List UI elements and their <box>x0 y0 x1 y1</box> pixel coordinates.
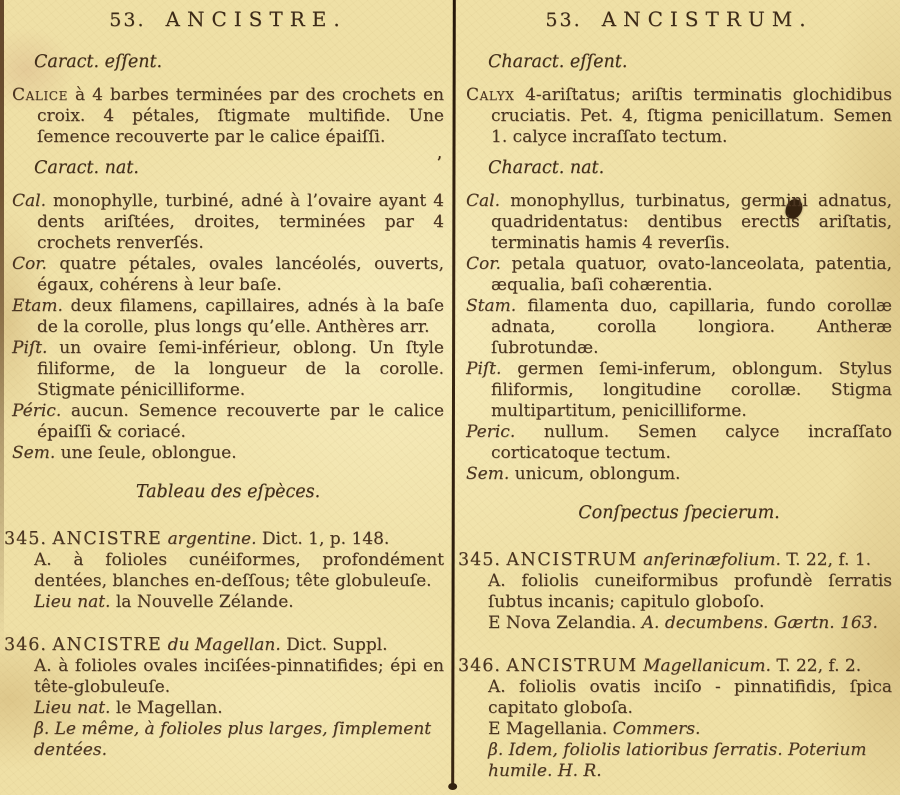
species-heading-line <box>4 635 444 656</box>
paragraph-label: Sem. <box>466 464 510 484</box>
right-species-table-heading-label: Conſpectus ſpecierum. <box>578 503 780 523</box>
left-column-heading <box>12 9 444 32</box>
left-species-table-heading <box>12 482 444 503</box>
paragraph-text: petala quatuor, ovato-lanceolata, patentia, æqualia, baſi cohærentia. <box>491 254 892 295</box>
right-essent-text: 4-ariſtatus; ariſtis terminatis glochidibus cruciatis. Pet. 4, ſtigma penicillatum. Semen 1. calyce incraſſato tectum. <box>491 85 892 147</box>
species-number: 346. <box>4 635 47 655</box>
paragraph-text: unicum, oblongum. <box>514 464 681 484</box>
left-essent-heading <box>12 52 444 73</box>
species-description: A. foliolis cuneiformibus profundè ſerratis ſubtus incanis; capitulo globoſo. <box>488 571 892 612</box>
species-name: ANCISTRE <box>52 635 163 655</box>
right-nat-paragraph-pist <box>466 359 892 422</box>
stray-comma-mark: ’ <box>436 154 442 174</box>
right-nat-heading <box>466 158 892 179</box>
paragraph-text: monophyllus, turbinatus, germini adnatus, quadridentatus: dentibus erectis ariſtatis, terminatis hamis 4 reverſis. <box>491 191 892 253</box>
species-reference: T. 22, f. 2. <box>776 656 862 676</box>
right-nat-paragraph-cal <box>466 191 892 254</box>
species-number: 345. <box>458 550 501 570</box>
species-variant-note: β. Idem, foliolis latioribus ſerratis. Poterium humile. H. R. <box>488 740 867 781</box>
paragraph-label: Cor. <box>466 254 501 274</box>
paragraph-label: Péric. <box>12 401 62 421</box>
species-entry-345-la <box>458 550 892 634</box>
species-variant-note: β. Le même, à folioles plus larges, ſimplement dentées. <box>34 719 432 760</box>
paragraph-text: filamenta duo, capillaria, fundo corollæ adnata, corolla longiora. Antheræ ſubrotundæ. <box>491 296 892 358</box>
species-reference: Dict. 1, p. 148. <box>261 529 390 549</box>
species-habitat-line <box>4 592 444 613</box>
species-entry-346-la <box>458 656 892 782</box>
habitat-label: Lieu nat. <box>34 592 111 612</box>
paragraph-label: Etam. <box>12 296 63 316</box>
left-essent-heading-label: Caract. eſſent. <box>34 52 163 72</box>
right-essent-heading <box>466 52 892 73</box>
species-epithet: anſerinæfolium. <box>643 550 781 570</box>
paragraph-label: Sem. <box>12 443 56 463</box>
species-name: ANCISTRE <box>52 529 163 549</box>
right-essent-paragraph <box>466 85 892 148</box>
right-column-heading <box>466 9 892 32</box>
origin-source: Commers. <box>612 719 701 739</box>
species-heading-line <box>458 656 892 677</box>
paragraph-text: monophylle, turbiné, adné à l’ovaire ayant 4 dents ariſtées, droites, terminées par 4 crochets renverſés. <box>37 191 444 253</box>
left-article-number: 53. <box>109 9 146 31</box>
species-number: 345. <box>4 529 47 549</box>
paragraph-label: Cor. <box>12 254 47 274</box>
paragraph-text: aucun. Semence recouverte par le calice épaiſſi & coriacé. <box>37 401 444 442</box>
left-species-table-heading-label: Tableau des eſpèces. <box>135 482 321 502</box>
species-heading-line <box>4 529 444 550</box>
left-nat-paragraph-sem <box>12 443 444 464</box>
species-name: ANCISTRUM <box>506 656 638 676</box>
species-name: ANCISTRUM <box>506 550 638 570</box>
left-essent-text: à 4 barbes terminées par des crochets en croix. 4 pétales, ſtigmate multifide. Une ſemence recouverte par le calice épaiſſi. <box>37 85 445 147</box>
species-description: A. à folioles ovales inciſées-pinnatifides; épi en tête-globuleuſe. <box>34 656 444 697</box>
left-nat-paragraph-cal <box>12 191 444 254</box>
species-epithet: du Magellan. <box>167 635 281 655</box>
column-divider-rule <box>451 0 456 787</box>
habitat-value: la Nouvelle Zélande. <box>115 592 294 612</box>
species-number: 346. <box>458 656 501 676</box>
paragraph-label: Cal. <box>466 191 500 211</box>
habitat-label: Lieu nat. <box>34 698 111 718</box>
right-essent-lead-word: Calyx <box>466 85 515 105</box>
habitat-value: le Magellan. <box>115 698 223 718</box>
left-essent-lead-word: Calice <box>12 85 68 105</box>
right-essent-heading-label: Charact. eſſent. <box>488 52 628 72</box>
right-nat-paragraph-sem <box>466 464 892 485</box>
paragraph-label: Peric. <box>466 422 516 442</box>
left-nat-paragraph-peric <box>12 401 444 443</box>
paragraph-text: une ſeule, oblongue. <box>60 443 237 463</box>
left-column <box>4 0 445 761</box>
paragraph-text: nullum. Semen calyce incraſſato corticatoque tectum. <box>491 422 893 463</box>
paragraph-label: Cal. <box>12 191 46 211</box>
paragraph-text: quatre pétales, ovales lancéolés, ouverts, égaux, cohérens à leur baſe. <box>37 254 444 295</box>
right-column <box>458 0 893 782</box>
origin-value: E Nova Zelandia. <box>488 613 637 633</box>
paragraph-label: Piſt. <box>12 338 48 358</box>
species-reference: T. 22, f. 1. <box>786 550 872 570</box>
paragraph-text: un ovaire ſemi-inférieur, oblong. Un ſtyle filiforme, de la longueur de la corolle. Stigmate pénicilliforme. <box>37 338 444 400</box>
species-reference: Dict. Suppl. <box>286 635 388 655</box>
right-nat-paragraph-peric <box>466 422 892 464</box>
origin-source: A. decumbens. Gærtn. 163. <box>641 613 878 633</box>
right-genus-title: ANCISTRUM. <box>601 7 813 31</box>
species-epithet: argentine. <box>167 529 257 549</box>
left-nat-heading-label: Caract. nat. <box>34 158 139 178</box>
species-origin-line <box>458 613 892 634</box>
left-nat-paragraph-etam <box>12 296 444 338</box>
left-genus-title: ANCISTRE. <box>165 7 347 31</box>
species-heading-line <box>458 550 892 571</box>
right-nat-paragraph-stam <box>466 296 892 359</box>
left-nat-paragraph-pist <box>12 338 444 401</box>
species-habitat-line <box>4 698 444 719</box>
paragraph-label: Stam. <box>466 296 517 316</box>
origin-value: E Magellania. <box>488 719 608 739</box>
species-epithet: Magellanicum. <box>643 656 771 676</box>
paragraph-text: germen ſemi-inferum, oblongum. Stylus filiformis, longitudine corollæ. Stigma multipartitum, penicilliforme. <box>491 359 892 421</box>
left-nat-paragraph-cor <box>12 254 444 296</box>
species-description: A. à folioles cunéiformes, profondément dentées, blanches en-deſſous; tête globuleuſe. <box>34 550 444 591</box>
right-nat-heading-label: Charact. nat. <box>488 158 605 178</box>
left-nat-heading <box>12 154 444 179</box>
species-entry-346-fr <box>4 635 444 761</box>
paragraph-label: Piſt. <box>466 359 502 379</box>
left-essent-paragraph <box>12 85 444 148</box>
species-description: A. foliolis ovatis inciſo - pinnatifidis, ſpica capitato globoſa. <box>488 677 892 718</box>
species-origin-line <box>458 719 892 740</box>
species-entry-345-fr <box>4 529 444 613</box>
right-species-table-heading <box>466 503 892 524</box>
paragraph-text: deux filamens, capillaires, adnés à la baſe de la corolle, plus longs qu’elle. Anthères arr. <box>37 296 445 337</box>
right-article-number: 53. <box>545 9 582 31</box>
right-nat-paragraph-cor <box>466 254 892 296</box>
